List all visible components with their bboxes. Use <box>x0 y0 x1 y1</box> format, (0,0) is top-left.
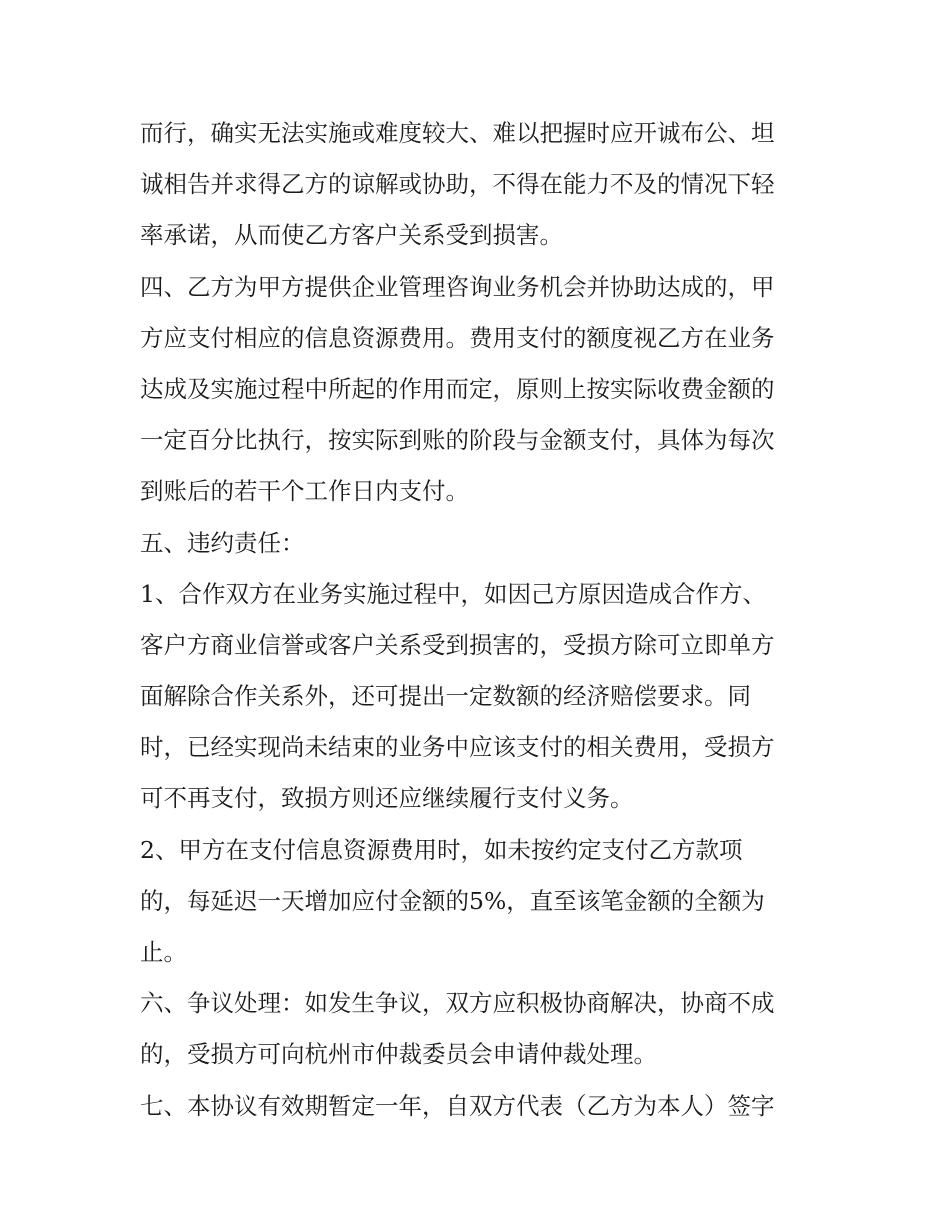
section-heading: 五、违约责任： <box>140 528 305 557</box>
text-line: 的，受损方可向杭州市仲裁委员会申请仲裁处理。 <box>140 1040 657 1069</box>
text-line: 而行，确实无法实施或难度较大、难以把握时应开诚布公、坦 <box>140 119 775 147</box>
text-line: 七、本协议有效期暂定一年，自双方代表（乙方为本人）签字 <box>140 1091 775 1120</box>
text-line: 2、甲方在支付信息资源费用时，如未按约定支付乙方款项 <box>140 835 743 864</box>
text-line: 面解除合作关系外，还可提出一定数额的经济赔偿要求。同 <box>140 682 751 711</box>
text-line: 到账后的若干个工作日内支付。 <box>140 477 469 506</box>
text-line: 方应支付相应的信息资源费用。费用支付的额度视乙方在业务 <box>140 323 775 352</box>
text-line: 达成及实施过程中所起的作用而定，原则上按实际收费金额的 <box>140 374 775 403</box>
text-line: 率承诺，从而使乙方客户关系受到损害。 <box>140 221 563 250</box>
text-line: 一定百分比执行，按实际到账的阶段与金额支付，具体为每次 <box>140 426 775 455</box>
text-line: 四、乙方为甲方提供企业管理咨询业务机会并协助达成的，甲 <box>140 272 775 301</box>
text-line: 可不再支付，致损方则还应继续履行支付义务。 <box>140 784 634 813</box>
text-line: 1、合作双方在业务实施过程中，如因己方原因造成合作方、 <box>140 579 766 608</box>
text-line: 六、争议处理：如发生争议，双方应积极协商解决，协商不成 <box>140 989 775 1018</box>
text-line: 的，每延迟一天增加应付金额的5%，直至该笔金额的全额为 <box>140 886 765 915</box>
document-body <box>140 108 820 1132</box>
text-line: 止。 <box>140 938 187 966</box>
text-line: 诚相告并求得乙方的谅解或协助，不得在能力不及的情况下轻 <box>140 170 775 199</box>
text-line: 时，已经实现尚未结束的业务中应该支付的相关费用，受损方 <box>140 733 775 762</box>
text-line: 客户方商业信誉或客户关系受到损害的，受损方除可立即单方 <box>140 630 775 659</box>
